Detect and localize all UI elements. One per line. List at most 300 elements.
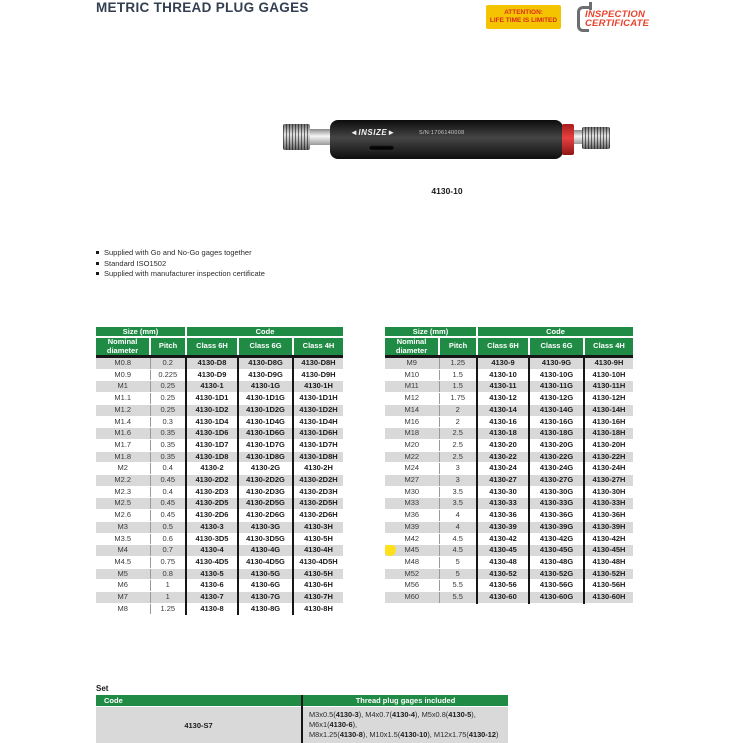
code-cell: 4130-D9G [238,369,293,381]
code-cell: 4130-1 [186,381,238,393]
code-cell: 4130-1D7H [293,439,343,451]
code-cell: 4130-2D3G [238,486,293,498]
code-cell: 4130-60G [529,592,584,604]
code-cell: 4130-9H [584,357,633,370]
size-cell: M0.8 [96,357,150,370]
code-cell: 4130-39 [477,521,529,533]
table-row [96,545,343,557]
column-header-nominal-diameter: Nominal diameter [96,337,150,357]
size-cell: M1.6 [96,428,150,440]
size-cell: M4.5 [96,556,150,568]
code-cell: 4130-30G [529,486,584,498]
table-row [385,545,633,557]
table-row [385,381,633,393]
size-cell: 0.45 [150,510,186,522]
table-row [385,580,633,592]
table-row [385,592,633,604]
size-group-header: Size (mm) [96,327,186,337]
code-cell: 4130-5H [293,533,343,545]
code-cell: 4130-10H [584,369,633,381]
column-header-class-4h: Class 4H [293,337,343,357]
code-cell: 4130-4D5H [293,556,343,568]
code-cell: 4130-45 [477,545,529,557]
code-cell: 4130-11 [477,381,529,393]
column-header-class-6g: Class 6G [529,337,584,357]
size-cell: M42 [385,533,439,545]
column-header-class-6h: Class 6H [186,337,238,357]
table-row [96,568,343,580]
size-cell: 4 [439,510,477,522]
size-cell: M1.2 [96,404,150,416]
code-cell: 4130-27 [477,475,529,487]
size-cell: M2.5 [96,498,150,510]
size-cell: 0.5 [150,521,186,533]
code-cell: 4130-1D8H [293,451,343,463]
spec-table-right [385,327,633,604]
code-cell: 4130-6 [186,580,238,592]
table-row [385,521,633,533]
table-row [385,439,633,451]
table-row [96,556,343,568]
code-cell: 4130-18G [529,428,584,440]
size-cell: 2 [439,404,477,416]
code-cell: 4130-2D2G [238,475,293,487]
column-header-class-6h: Class 6H [477,337,529,357]
size-cell: M12 [385,393,439,405]
code-cell: 4130-1D2 [186,404,238,416]
size-cell: M7 [96,592,150,604]
code-cell: 4130-3 [186,521,238,533]
code-cell: 4130-1D6G [238,428,293,440]
code-cell: 4130-9 [477,357,529,370]
table-row [96,393,343,405]
feature-item: Standard ISO1502 [96,259,265,270]
code-cell: 4130-27H [584,475,633,487]
gage-handle [330,120,563,159]
size-cell: M9 [385,357,439,370]
page-title: METRIC THREAD PLUG GAGES [96,0,309,15]
table-row [96,439,343,451]
code-cell: 4130-4G [238,545,293,557]
code-cell: 4130-39G [529,521,584,533]
size-cell: M2 [96,463,150,475]
code-cell: 4130-2H [293,463,343,475]
code-cell: 4130-24H [584,463,633,475]
table-row [96,592,343,604]
code-cell: 4130-8G [238,603,293,615]
size-cell: M1.7 [96,439,150,451]
size-cell: 0.4 [150,486,186,498]
size-cell: 3.5 [439,498,477,510]
size-cell: M1.1 [96,393,150,405]
size-cell: 0.45 [150,498,186,510]
code-cell: 4130-16G [529,416,584,428]
code-cell: 4130-39H [584,521,633,533]
gage-caption: 4130-10 [400,186,494,196]
table-row [96,498,343,510]
code-cell: 4130-D8H [293,357,343,370]
code-cell: 4130-2D6G [238,510,293,522]
code-cell: 4130-8H [293,603,343,615]
size-cell: 1.25 [150,603,186,615]
table-row [96,521,343,533]
gage-neck-left [310,129,330,145]
table-row [96,369,343,381]
size-cell: 3.5 [439,486,477,498]
code-cell: 4130-36H [584,510,633,522]
certificate-line1: INSPECTION [585,10,649,19]
size-cell: 1.5 [439,381,477,393]
size-cell: M8 [96,603,150,615]
size-cell: M1.4 [96,416,150,428]
set-code-cell: 4130-S7 [96,707,302,743]
size-cell: M22 [385,451,439,463]
table-row [385,451,633,463]
code-cell: 4130-22G [529,451,584,463]
code-cell: 4130-3D5 [186,533,238,545]
code-cell: 4130-52H [584,568,633,580]
code-cell: 4130-14G [529,404,584,416]
table-row [385,357,633,370]
code-cell: 4130-1G [238,381,293,393]
size-cell: M14 [385,404,439,416]
code-cell: 4130-48 [477,556,529,568]
code-cell: 4130-42G [529,533,584,545]
size-cell: 4 [439,521,477,533]
set-row [96,707,508,743]
size-cell: 0.8 [150,568,186,580]
size-cell: 1 [150,580,186,592]
table-row [385,416,633,428]
code-cell: 4130-56G [529,580,584,592]
table-row [96,357,343,370]
set-included-header: Thread plug gages included [302,695,508,707]
size-cell: M2.3 [96,486,150,498]
size-cell: 2.5 [439,439,477,451]
code-cell: 4130-3D5G [238,533,293,545]
size-cell: M6 [96,580,150,592]
size-cell: 4.5 [439,545,477,557]
size-cell: M0.9 [96,369,150,381]
size-cell: M33 [385,498,439,510]
table-row [385,463,633,475]
size-cell: 2.5 [439,451,477,463]
size-cell: 0.25 [150,381,186,393]
size-cell: 4.5 [439,533,477,545]
code-cell: 4130-2D6H [293,510,343,522]
size-cell: M3.5 [96,533,150,545]
size-cell: M36 [385,510,439,522]
code-cell: 4130-18H [584,428,633,440]
table-row [385,393,633,405]
code-cell: 4130-27G [529,475,584,487]
highlight-marker [385,545,396,557]
code-cell: 4130-3G [238,521,293,533]
code-cell: 4130-30 [477,486,529,498]
size-cell: 0.6 [150,533,186,545]
code-cell: 4130-D9H [293,369,343,381]
size-cell: M52 [385,568,439,580]
code-cell: 4130-10G [529,369,584,381]
code-cell: 4130-2G [238,463,293,475]
table-row [96,428,343,440]
inspection-certificate-badge [577,4,647,34]
gage-serial-number: S/N:1706140008 [419,130,465,136]
table-row [385,568,633,580]
code-cell: 4130-10 [477,369,529,381]
size-cell: M1 [96,381,150,393]
code-cell: 4130-4H [293,545,343,557]
code-cell: 4130-4D5G [238,556,293,568]
code-cell: 4130-7H [293,592,343,604]
size-cell: M3 [96,521,150,533]
size-cell: 0.225 [150,369,186,381]
code-cell: 4130-48G [529,556,584,568]
code-cell: 4130-1D7G [238,439,293,451]
table-row [96,416,343,428]
size-cell: M1.8 [96,451,150,463]
size-cell: M27 [385,475,439,487]
code-cell: 4130-48H [584,556,633,568]
table-row [385,486,633,498]
table-row [385,510,633,522]
size-cell: 5.5 [439,592,477,604]
code-cell: 4130-52G [529,568,584,580]
code-cell: 4130-3H [293,521,343,533]
code-cell: 4130-1D6 [186,428,238,440]
code-cell: 4130-60 [477,592,529,604]
certificate-text [585,10,649,28]
code-cell: 4130-1D2H [293,404,343,416]
table-row [96,475,343,487]
feature-item: Supplied with manufacturer inspection certificate [96,269,265,280]
code-group-header: Code [186,327,343,337]
code-cell: 4130-52 [477,568,529,580]
size-cell: 1.5 [439,369,477,381]
code-cell: 4130-11H [584,381,633,393]
code-cell: 4130-12G [529,393,584,405]
code-cell: 4130-9G [529,357,584,370]
gage-red-band [562,124,574,155]
size-cell: 0.3 [150,416,186,428]
code-cell: 4130-7G [238,592,293,604]
code-cell: 4130-22H [584,451,633,463]
column-header-pitch: Pitch [150,337,186,357]
size-cell: 0.45 [150,475,186,487]
code-cell: 4130-2D2H [293,475,343,487]
code-cell: 4130-1D8 [186,451,238,463]
size-cell: M4 [96,545,150,557]
code-cell: 4130-11G [529,381,584,393]
size-cell: 0.35 [150,451,186,463]
size-cell: 1.75 [439,393,477,405]
table-row [96,463,343,475]
code-cell: 4130-24 [477,463,529,475]
code-cell: 4130-2D2 [186,475,238,487]
code-cell: 4130-36G [529,510,584,522]
size-cell: M30 [385,486,439,498]
size-cell: 0.2 [150,357,186,370]
table-row [96,533,343,545]
code-cell: 4130-1D4 [186,416,238,428]
code-cell: 4130-12H [584,393,633,405]
code-cell: 4130-4 [186,545,238,557]
code-cell: 4130-1D1 [186,393,238,405]
code-cell: 4130-1D7 [186,439,238,451]
size-cell: M56 [385,580,439,592]
size-cell: M11 [385,381,439,393]
column-header-pitch: Pitch [439,337,477,357]
gage-thread-right [582,127,610,149]
code-cell: 4130-56 [477,580,529,592]
code-cell: 4130-12 [477,393,529,405]
attention-line1: ATTENTION: [504,9,543,17]
size-cell: 0.75 [150,556,186,568]
size-cell: M10 [385,369,439,381]
code-cell: 4130-2D3 [186,486,238,498]
table-row [96,580,343,592]
code-cell: 4130-6G [238,580,293,592]
column-header-class-6g: Class 6G [238,337,293,357]
code-cell: 4130-5G [238,568,293,580]
size-cell: M20 [385,439,439,451]
size-cell: M24 [385,463,439,475]
code-cell: 4130-20G [529,439,584,451]
size-cell: M60 [385,592,439,604]
code-cell: 4130-D8 [186,357,238,370]
table-row [385,533,633,545]
size-cell: M2.2 [96,475,150,487]
code-cell: 4130-5H [293,568,343,580]
size-cell: 0.4 [150,463,186,475]
code-cell: 4130-30H [584,486,633,498]
set-code-header: Code [96,695,302,707]
size-group-header: Size (mm) [385,327,477,337]
spec-table-left [96,327,343,615]
code-cell: 4130-42 [477,533,529,545]
table-row [385,498,633,510]
code-cell: 4130-14H [584,404,633,416]
table-row [385,556,633,568]
code-cell: 4130-8 [186,603,238,615]
code-cell: 4130-45H [584,545,633,557]
size-cell: M39 [385,521,439,533]
certificate-line2: CERTIFICATE [585,19,649,28]
code-cell: 4130-6H [293,580,343,592]
code-cell: 4130-1D4G [238,416,293,428]
code-cell: 4130-2D6 [186,510,238,522]
code-cell: 4130-42H [584,533,633,545]
code-cell: 4130-1D8G [238,451,293,463]
code-cell: 4130-56H [584,580,633,592]
table-row [96,381,343,393]
code-cell: 4130-4D5 [186,556,238,568]
feature-item: Supplied with Go and No-Go gages together [96,248,265,259]
code-cell: 4130-22 [477,451,529,463]
code-cell: 4130-1D4H [293,416,343,428]
size-cell: M48 [385,556,439,568]
attention-badge [486,5,561,29]
size-cell: M2.6 [96,510,150,522]
code-cell: 4130-1D2G [238,404,293,416]
size-cell: M5 [96,568,150,580]
table-row [385,428,633,440]
table-row [385,369,633,381]
code-cell: 4130-2 [186,463,238,475]
code-cell: 4130-1D1H [293,393,343,405]
gage-slot [368,145,395,151]
features-list [96,248,265,280]
gage-thread-left [283,124,310,150]
table-row [96,451,343,463]
size-cell: M18 [385,428,439,440]
code-cell: 4130-1H [293,381,343,393]
table-row [385,404,633,416]
set-table [96,695,508,743]
code-group-header: Code [477,327,633,337]
size-cell: 0.35 [150,439,186,451]
gage-neck-right [574,130,582,144]
code-cell: 4130-2D5G [238,498,293,510]
table-row [96,603,343,615]
code-cell: 4130-33G [529,498,584,510]
set-label: Set [96,684,108,693]
size-cell: 5.5 [439,580,477,592]
size-cell: M45 [385,545,439,557]
code-cell: 4130-D9 [186,369,238,381]
code-cell: 4130-18 [477,428,529,440]
size-cell: 0.25 [150,404,186,416]
size-cell: 3 [439,475,477,487]
table-row [96,486,343,498]
code-cell: 4130-1D1G [238,393,293,405]
size-cell: 2.5 [439,428,477,440]
size-cell: 0.35 [150,428,186,440]
code-cell: 4130-45G [529,545,584,557]
size-cell: 5 [439,568,477,580]
code-cell: 4130-2D3H [293,486,343,498]
size-cell: M16 [385,416,439,428]
code-cell: 4130-5 [186,568,238,580]
size-cell: 0.25 [150,393,186,405]
code-cell: 4130-20 [477,439,529,451]
column-header-nominal-diameter: Nominal diameter [385,337,439,357]
size-cell: 0.7 [150,545,186,557]
table-row [96,404,343,416]
code-cell: 4130-60H [584,592,633,604]
gage-brand-label: ◄INSIZE► [350,128,396,137]
table-row [96,510,343,522]
attention-line2: LIFE TIME IS LIMITED [490,17,557,25]
code-cell: 4130-16H [584,416,633,428]
size-cell: 1.25 [439,357,477,370]
size-cell: 3 [439,463,477,475]
set-included-cell: M3x0.5(4130-3), M4x0.7(4130-4), M5x0.8(4130-5), M6x1(4130-6), M8x1.25(4130-8), M10x1.5(4130-10), M12x1.75(4130-12) [302,707,508,743]
code-cell: 4130-20H [584,439,633,451]
code-cell: 4130-33 [477,498,529,510]
code-cell: 4130-36 [477,510,529,522]
column-header-class-4h: Class 4H [584,337,633,357]
size-cell: 1 [150,592,186,604]
code-cell: 4130-2D5 [186,498,238,510]
code-cell: 4130-7 [186,592,238,604]
size-cell: 2 [439,416,477,428]
code-cell: 4130-1D6H [293,428,343,440]
table-row [385,475,633,487]
code-cell: 4130-24G [529,463,584,475]
code-cell: 4130-16 [477,416,529,428]
code-cell: 4130-D8G [238,357,293,370]
